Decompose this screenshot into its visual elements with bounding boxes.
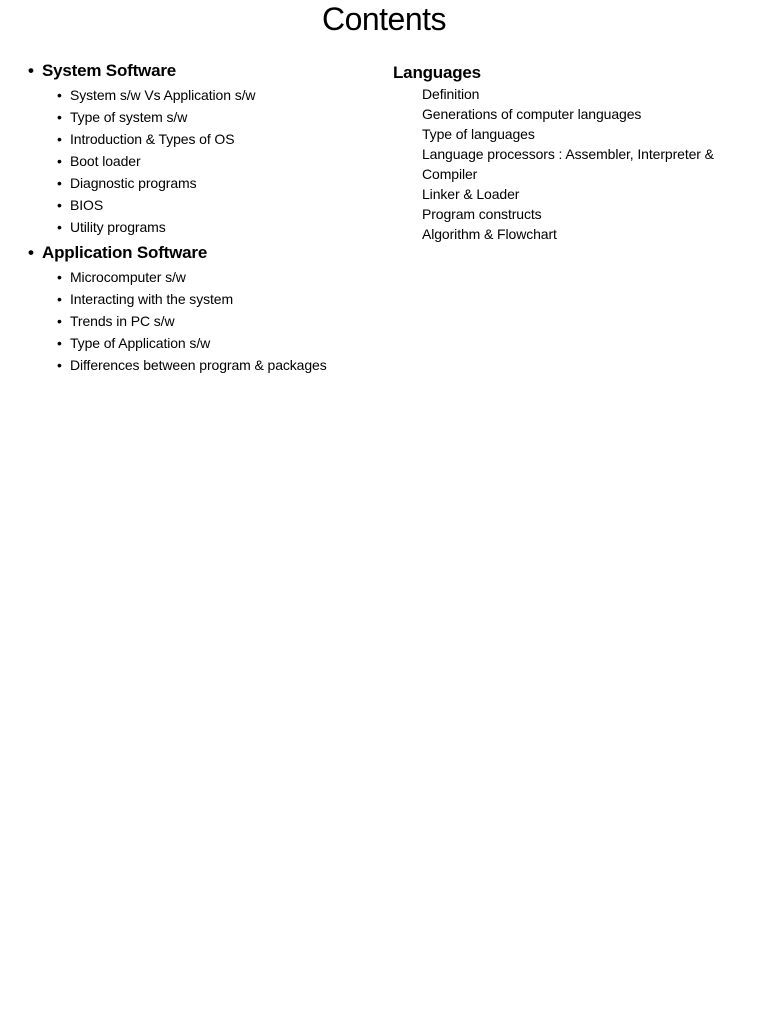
left-column [28,60,378,380]
bullet-icon: • [57,291,62,307]
page-title: Contents [321,1,447,37]
section-application-software [28,242,378,376]
languages-list [393,84,753,244]
list-item-label: Diagnostic programs [70,175,197,191]
right-column [393,62,753,244]
list-item-label: Trends in PC s/w [70,313,175,329]
list-item: Language processors : Assembler, Interpreter & Compiler [422,146,714,182]
list-item-label: BIOS [70,197,104,213]
bullet-icon: • [57,219,62,235]
bullet-icon: • [28,61,34,80]
bullet-icon: • [57,197,62,213]
list-item-label: Type of system s/w [70,109,188,125]
list-item [57,288,378,310]
bullet-icon: • [57,335,62,351]
list-item [57,310,378,332]
list-item [57,106,378,128]
section-heading [28,60,378,82]
bullet-icon: • [57,153,62,169]
list-item-label: Interacting with the system [70,291,234,307]
sub-list [28,266,378,376]
list-item-label: System s/w Vs Application s/w [70,87,256,103]
section-heading-label: System Software [42,61,176,80]
list-item: Algorithm & Flowchart [422,226,557,242]
bullet-icon: • [57,313,62,329]
list-item [57,84,378,106]
bullet-icon: • [28,243,34,262]
section-heading-label: Application Software [42,243,208,262]
list-item [57,354,378,376]
section-heading [28,242,378,264]
list-item-label: Type of Application s/w [70,335,211,351]
list-item [57,194,378,216]
sub-list [28,84,378,238]
section-system-software [28,60,378,238]
list-item: Program constructs [422,206,542,222]
bullet-icon: • [57,357,62,373]
list-item [57,150,378,172]
bullet-icon: • [57,175,62,191]
list-item: Definition [422,86,480,102]
list-item: Type of languages [422,126,535,142]
bullet-icon: • [57,131,62,147]
bullet-icon: • [57,269,62,285]
bullet-icon: • [57,87,62,103]
list-item-label: Differences between program & packages [70,357,327,373]
list-item: Generations of computer languages [422,106,642,122]
list-item-label: Utility programs [70,219,166,235]
list-item-label: Microcomputer s/w [70,269,186,285]
list-item [57,172,378,194]
bullet-icon: • [57,109,62,125]
section-heading-languages: Languages [393,63,481,82]
list-item [57,216,378,238]
list-item: Linker & Loader [422,186,520,202]
list-item [57,332,378,354]
list-item [57,266,378,288]
list-item [57,128,378,150]
list-item-label: Introduction & Types of OS [70,131,235,147]
list-item-label: Boot loader [70,153,141,169]
